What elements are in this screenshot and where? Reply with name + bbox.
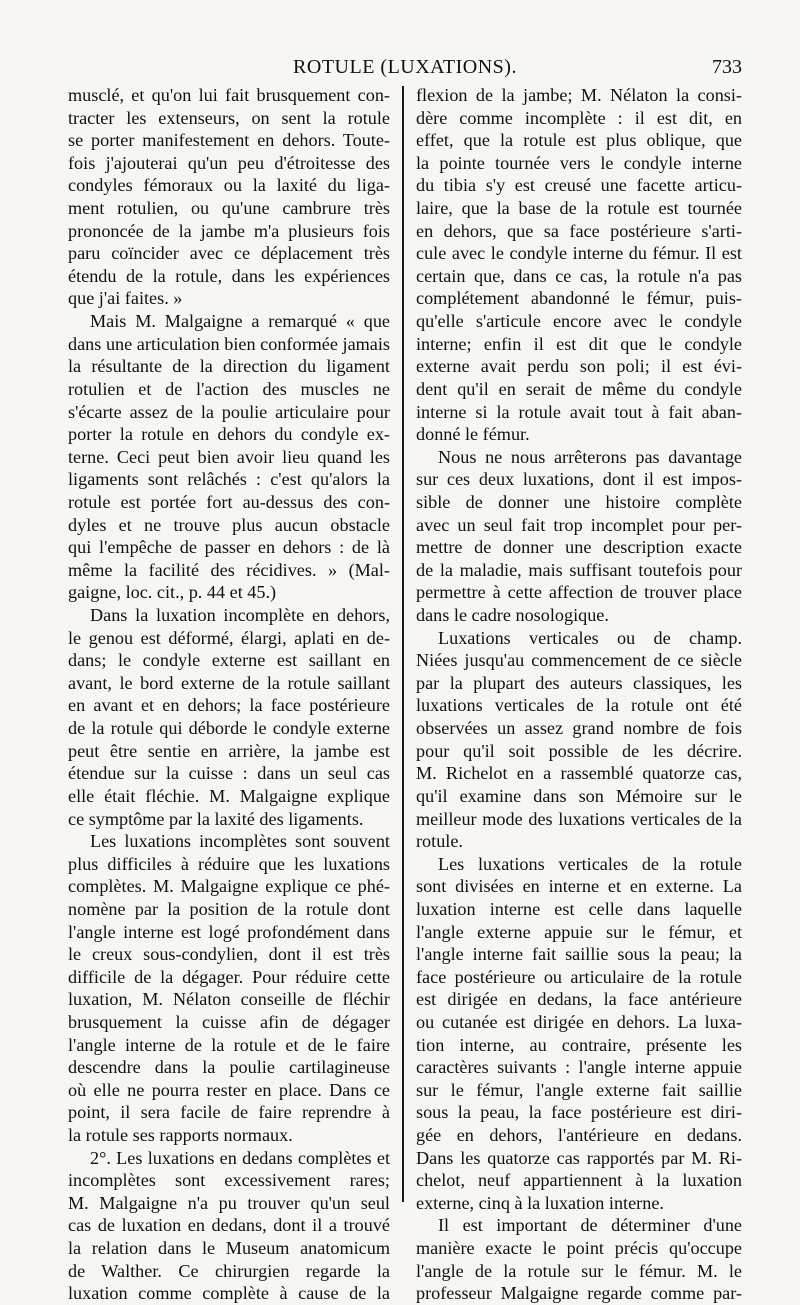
text-line: Il est important de déterminer d'une <box>438 1215 742 1236</box>
text-line: rotule. <box>416 831 463 852</box>
text-line: 2°. Les luxations en dedans complètes et <box>90 1147 390 1168</box>
text-line: terne. Ceci peut bien avoir lieu quand les <box>68 446 390 467</box>
text-line: étendue sur la cuisse : dans un seul cas <box>68 763 390 784</box>
text-line: tracter les extenseurs, on sent la rotule <box>68 107 390 128</box>
text-line: l'angle externe appuie sur le fémur, et <box>416 921 742 942</box>
text-line: complétement abandonné le fémur, puis- <box>416 288 742 309</box>
text-line: interne; enfin il est dit que le condyle <box>416 333 742 354</box>
text-line: dyles et ne trouve plus aucun obstacle <box>68 514 390 535</box>
text-line: de la rotule qui déborde le condyle externe <box>68 718 390 739</box>
text-line: Mais M. Malgaigne a remarqué « que <box>90 311 390 332</box>
page-number: 733 <box>712 56 742 78</box>
text-line: Nous ne nous arrêterons pas davantage <box>438 446 742 467</box>
text-line: qu'elle s'articule encore avec le condyle <box>416 311 742 332</box>
text-line: est dirigée en dedans, la face antérieure <box>416 989 742 1010</box>
text-line: face postérieure ou articulaire de la rotule <box>416 966 742 987</box>
text-line: rotulien et de l'action des muscles ne <box>68 378 390 399</box>
text-line: gée en dehors, l'antérieure en dedans. <box>416 1125 742 1146</box>
text-line: gaigne, loc. cit., p. 44 et 45.) <box>68 582 277 603</box>
text-line: Luxations verticales ou de champ. <box>438 627 742 648</box>
text-line: porter la rotule en dehors du condyle ex- <box>68 424 390 445</box>
text-line: sur le fémur, l'angle externe fait saillie <box>416 1079 742 1100</box>
text-line: qui l'empêche de passer en dehors : de là <box>68 537 390 558</box>
text-line: du tibia s'y est creusé une facette articu- <box>416 175 742 196</box>
text-line: effet, que la rotule est plus oblique, que <box>416 130 742 151</box>
text-line: rotule est portée fort au-dessus des con- <box>68 491 390 512</box>
text-line: professeur Malgaigne regarde comme par- <box>416 1283 742 1304</box>
text-line: chelot, neuf appartiennent à la luxation <box>416 1170 742 1191</box>
text-line: pour qu'il soit possible de les décrire. <box>416 740 742 761</box>
text-line: ligaments sont relâchés : c'est qu'alors la <box>68 469 390 490</box>
text-line: permettre à cette affection de trouver place <box>416 582 742 603</box>
text-line: cas de luxation en dedans, dont il a trouvé <box>68 1215 390 1236</box>
text-line: donné le fémur. <box>416 424 530 445</box>
text-line: Dans la luxation incomplète en dehors, <box>90 605 390 626</box>
text-line: M. Malgaigne n'a pu trouver qu'un seul <box>68 1192 390 1213</box>
text-line: point, il sera facile de faire reprendre à <box>68 1102 390 1123</box>
text-line: Les luxations verticales de la rotule <box>438 853 742 874</box>
text-line: où elle ne pourra rester en place. Dans ce <box>68 1079 390 1100</box>
left-column <box>68 84 390 1305</box>
text-line: la résultante de la direction du ligament <box>68 356 390 377</box>
text-line: externe, cinq à la luxation interne. <box>416 1192 664 1213</box>
text-line: Les luxations incomplètes sont souvent <box>90 831 390 852</box>
text-line: incomplètes sont excessivement rares; <box>68 1170 390 1191</box>
text-line: plus difficiles à réduire que les luxations <box>68 853 390 874</box>
text-line: sible de donner une histoire complète <box>416 491 742 512</box>
text-line: que j'ai faites. » <box>68 288 183 309</box>
text-line: avant, le bord externe de la rotule saillant <box>68 672 390 693</box>
text-line: peut être sentie en arrière, la jambe est <box>68 740 390 761</box>
text-line: M. Richelot en a rassemblé quatorze cas, <box>416 763 742 784</box>
text-line: qu'il examine dans son Mémoire sur le <box>416 785 742 806</box>
text-line: le creux sous-condylien, dont il est très <box>68 944 390 965</box>
text-line: dère comme incomplète : il est dit, en <box>416 107 742 128</box>
text-line: elle était fléchie. M. Malgaigne explique <box>68 785 390 806</box>
column-divider <box>402 86 404 1202</box>
text-line: se porter manifestement en dehors. Toute- <box>68 130 390 151</box>
text-line: la pointe tournée vers le condyle interne <box>416 152 742 173</box>
page-header <box>68 56 742 84</box>
text-line: meilleur mode des luxations verticales de la <box>416 808 742 829</box>
text-line: difficile de la dégager. Pour réduire cette <box>68 966 390 987</box>
text-line: paru coïncider avec ce déplacement très <box>68 243 390 264</box>
text-line: l'angle interne est logé profondément dans <box>68 921 390 942</box>
text-line: brusquement la cuisse afin de dégager <box>68 1011 390 1032</box>
text-line: de Walther. Ce chirurgien regarde la <box>68 1260 390 1281</box>
text-line: luxation comme complète à cause de la <box>68 1283 390 1304</box>
text-line: observées un assez grand nombre de fois <box>416 718 742 739</box>
running-title: ROTULE (LUXATIONS). <box>293 56 517 78</box>
text-line: nomène par la position de la rotule dont <box>68 898 390 919</box>
text-line: musclé, et qu'on lui fait brusquement con- <box>68 85 390 105</box>
text-line: le genou est déformé, élargi, aplati en de- <box>68 627 390 648</box>
text-line: Dans les quatorze cas rapportés par M. Ri- <box>416 1147 742 1168</box>
text-line: Niées jusqu'au commencement de ce siècle <box>416 650 742 671</box>
text-line: cule avec le condyle interne du fémur. Il est <box>416 243 742 264</box>
text-line: dans le cadre nosologique. <box>416 605 609 626</box>
text-line: interne si la rotule avait tout à fait aban- <box>416 401 742 422</box>
text-line: l'angle de la rotule sur le fémur. M. le <box>416 1260 742 1281</box>
text-line: mettre de donner une description exacte <box>416 537 742 558</box>
text-line: par la plupart des auteurs classiques, les <box>416 672 742 693</box>
text-line: l'angle interne fait saillie sous la peau; la <box>416 944 742 965</box>
text-line: la rotule ses rapports normaux. <box>68 1125 293 1146</box>
text-line: dans une articulation bien conformée jamais <box>68 333 390 354</box>
text-line: sont divisées en interne et en externe. La <box>416 876 742 897</box>
text-line: complètes. M. Malgaigne explique ce phé- <box>68 876 390 897</box>
text-line: flexion de la jambe; M. Nélaton la consi- <box>416 85 742 105</box>
text-line: sur ces deux luxations, dont il est impos- <box>416 469 742 490</box>
text-line: la relation dans le Museum anatomicum <box>68 1238 390 1259</box>
text-line: ce symptôme par la laxité des ligaments. <box>68 808 364 829</box>
text-line: de la maladie, mais suffisant toutefois pour <box>416 559 742 580</box>
text-line: fois j'ajouterai qu'un peu d'étroitesse des <box>68 152 390 173</box>
text-line: avec un seul fait trop incomplet pour per- <box>416 514 742 535</box>
text-line: certain que, dans ce cas, la rotule n'a pas <box>416 265 742 286</box>
text-line: dans; le condyle externe est saillant en <box>68 650 390 671</box>
text-line: l'angle interne de la rotule et de le faire <box>68 1034 390 1055</box>
text-line: en avant et en dehors; la face postérieure <box>68 695 390 716</box>
text-line: caractères suivants : l'angle interne appuie <box>416 1057 742 1078</box>
text-line: s'écarte assez de la poulie articulaire pour <box>68 401 390 422</box>
text-line: laire, que la base de la rotule est tournée <box>416 198 742 219</box>
text-line: luxation interne est celle dans laquelle <box>416 898 742 919</box>
text-line: manière exacte le point précis qu'occupe <box>416 1238 742 1259</box>
text-line: étendu de la rotule, dans les expériences <box>68 265 390 286</box>
text-line: en dehors, que sa face postérieure s'arti- <box>416 220 742 241</box>
text-line: dent qu'il en serait de même du condyle <box>416 378 742 399</box>
text-line: prononcée de la jambe m'a plusieurs fois <box>68 220 390 241</box>
text-line: ment rotulien, ou qu'une cambrure très <box>68 198 390 219</box>
text-line: tion interne, au contraire, présente les <box>416 1034 742 1055</box>
text-line: sous la peau, la face postérieure est diri- <box>416 1102 742 1123</box>
text-line: descendre dans la poulie cartilagineuse <box>68 1057 390 1078</box>
text-line: même la facilité des récidives. » (Mal- <box>68 559 390 580</box>
text-line: luxation, M. Nélaton conseille de fléchir <box>68 989 390 1010</box>
text-line: ou cutanée est dirigée en dehors. La luxa- <box>416 1011 742 1032</box>
right-column <box>416 84 742 1305</box>
text-line: condyles fémoraux ou la laxité du liga- <box>68 175 390 196</box>
text-line: externe avait perdu son poli; il est évi- <box>416 356 742 377</box>
text-line: luxations verticales de la rotule ont été <box>416 695 742 716</box>
